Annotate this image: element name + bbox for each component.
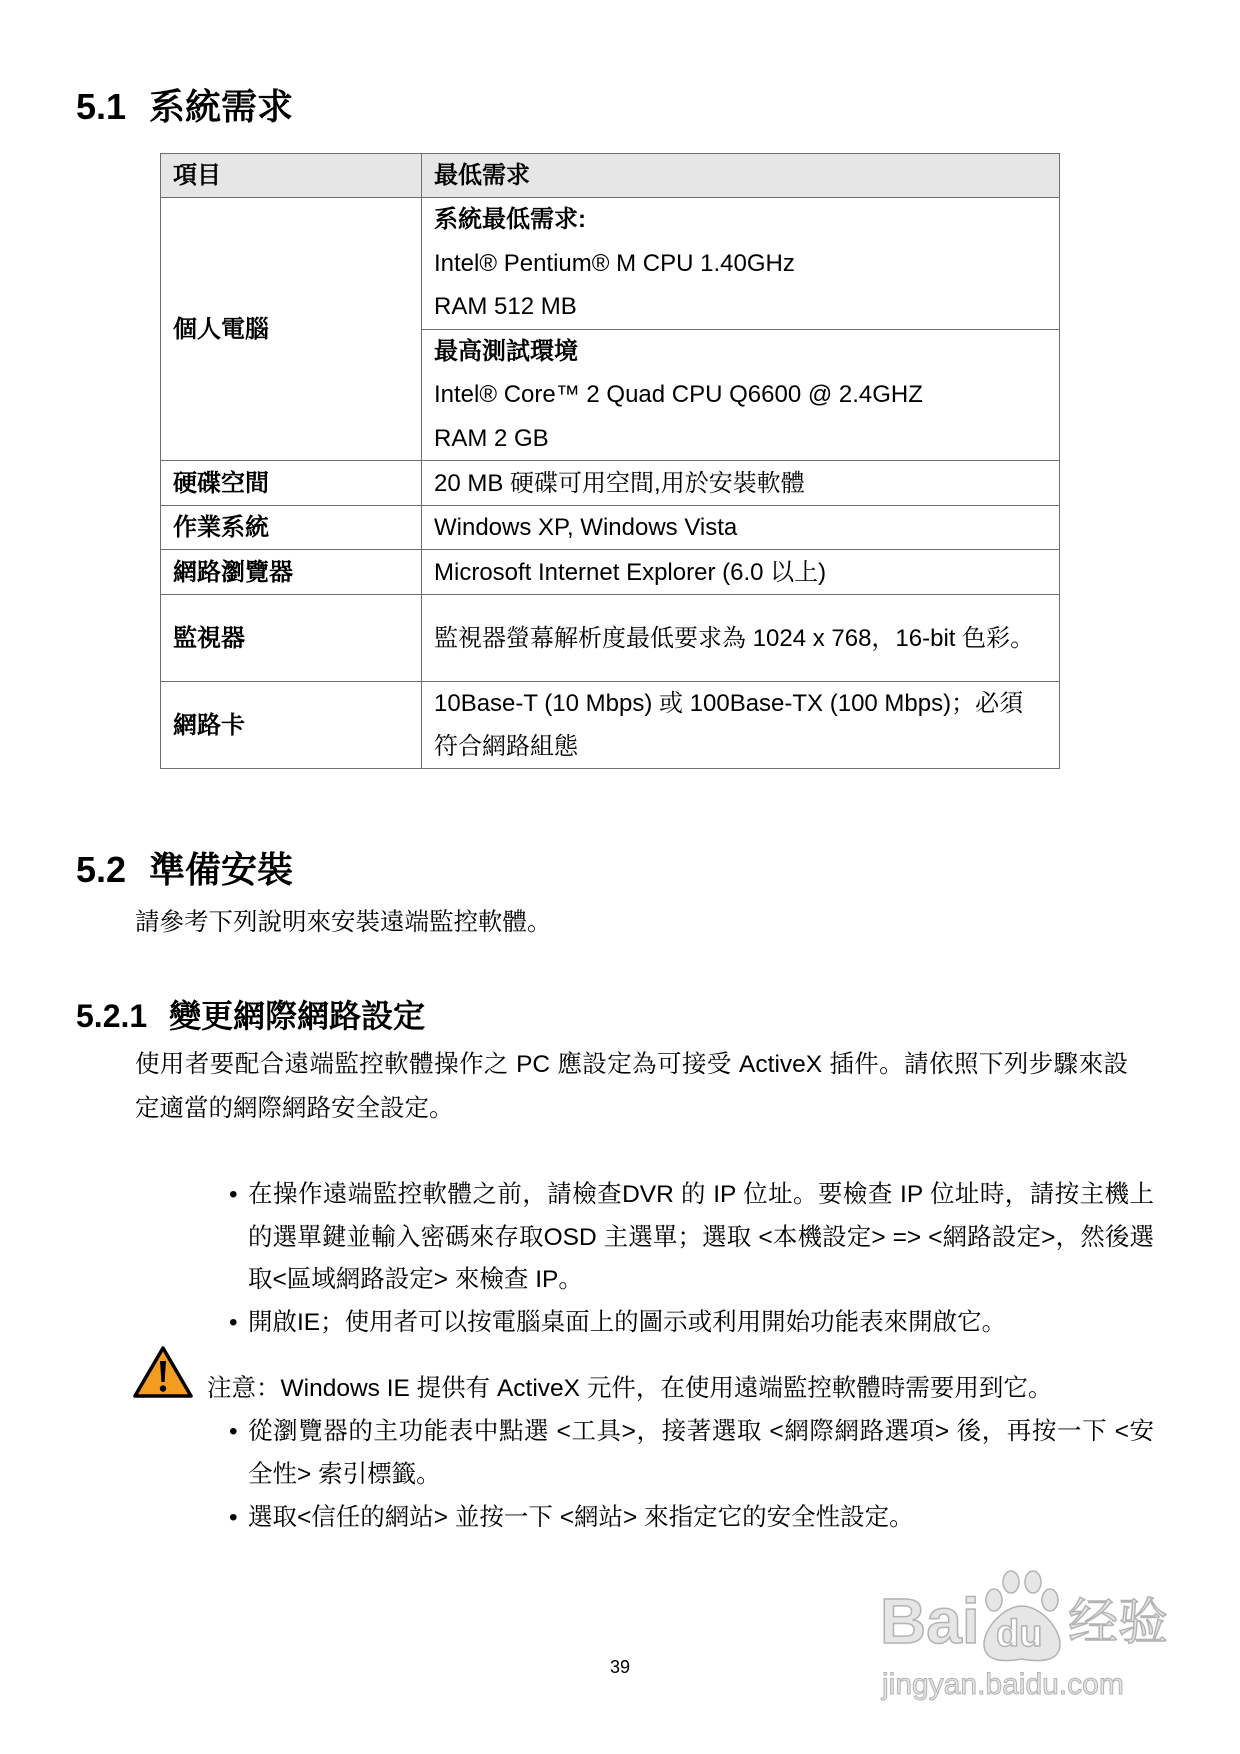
table-header-row [161,154,1060,198]
row-label-pc: 個人電腦 [161,198,422,461]
row-label-operating-system: 作業系統 [161,506,422,550]
row-value-network-card: 10Base-T (10 Mbps) 或 100Base-TX (100 Mbps)；必須符合網路組態 [422,682,1060,769]
row-value-monitor: 監視器螢幕解析度最低要求為 1024 x 768，16-bit 色彩。 [422,595,1060,682]
section-heading-5-2 [76,848,1240,892]
pc-minimum-spec-cell [422,198,1060,330]
section-number: 5.2.1 [76,998,148,1034]
row-label-browser: 網路瀏覽器 [161,550,422,595]
steps-list-before-note [229,1174,1154,1344]
table-row [161,461,1060,506]
watermark-url: jingyan.baidu.com [882,1668,1124,1701]
table-row [161,550,1060,595]
warning-note [0,1344,1240,1411]
table-header-minimum-requirement: 最低需求 [422,154,1060,198]
spec-line: RAM 2 GB [434,424,549,452]
section-5-2-intro: 請參考下列說明來安裝遠端監控軟體。 [135,909,552,936]
section-number: 5.2 [76,849,127,890]
table-row [161,595,1060,682]
watermark-logo-paw-text: du [996,1613,1043,1655]
table-header-item: 項目 [161,154,422,198]
list-item-open-ie: • 開啟IE；使用者可以按電腦桌面上的圖示或利用開始功能表來開啟它。 [229,1302,1154,1345]
system-requirements-table [160,153,1060,769]
section-number: 5.1 [76,86,127,127]
row-value-operating-system: Windows XP, Windows Vista [422,506,1060,550]
section-title: 變更網際網路設定 [169,998,426,1034]
watermark [880,1568,1180,1708]
spec-subheading: 系統最低需求: [434,206,586,233]
row-label-monitor: 監視器 [161,595,422,682]
watermark-logo-suffix: 经验 [1068,1594,1168,1650]
warning-icon [132,1344,194,1400]
section-heading-5-1 [76,85,1240,129]
spec-line: Intel® Core™ 2 Quad CPU Q6600 @ 2.4GHZ [434,381,923,408]
exclamation-dot [160,1386,166,1392]
note-text: 注意：Windows IE 提供有 ActiveX 元件，在使用遠端監控軟體時需要用到它。 [207,1375,1053,1403]
spec-line: Intel® Pentium® M CPU 1.40GHz [434,249,795,277]
section-5-2-1-intro: 使用者要配合遠端監控軟體操作之 PC 應設定為可接受 ActiveX 插件。請依照下列步驟來設定適當的網際網路安全設定。 [135,1051,1128,1122]
spec-subheading: 最高測試環境 [434,337,578,365]
spec-line: RAM 512 MB [434,293,577,320]
watermark-logo-prefix: Bai [880,1585,980,1657]
steps-list-after-note [229,1411,1154,1539]
list-item-trusted-sites: • 選取<信任的網站> 並按一下 <網站> 來指定它的安全性設定。 [229,1497,1154,1540]
section-title: 準備安裝 [149,849,294,890]
table-row [161,506,1060,550]
table-row-pc-minimum [161,198,1060,330]
table-row [161,682,1060,769]
section-heading-5-2-1 [76,995,1240,1037]
row-label-network-card: 網路卡 [161,682,422,769]
list-item-security-tab: • 從瀏覽器的主功能表中點選 <工具>，接著選取 <網際網路選項> 後，再按一下 <安全性> 索引標籤。 [229,1411,1154,1496]
pc-tested-spec-cell [422,329,1060,461]
section-title: 系統需求 [149,86,294,127]
row-value-disk-space: 20 MB 硬碟可用空間,用於安裝軟體 [422,461,1060,506]
list-item-check-ip: • 在操作遠端監控軟體之前，請檢查DVR 的 IP 位址。要檢查 IP 位址時，請按主機上的選單鍵並輸入密碼來存取OSD 主選單；選取 <本機設定> => <網路設定>，然後選取<區域網路設定> 來檢查 IP。 [229,1174,1154,1302]
row-label-disk-space: 硬碟空間 [161,461,422,506]
page-number: 39 [609,1657,631,1677]
row-value-browser: Microsoft Internet Explorer (6.0 以上) [422,550,1060,595]
